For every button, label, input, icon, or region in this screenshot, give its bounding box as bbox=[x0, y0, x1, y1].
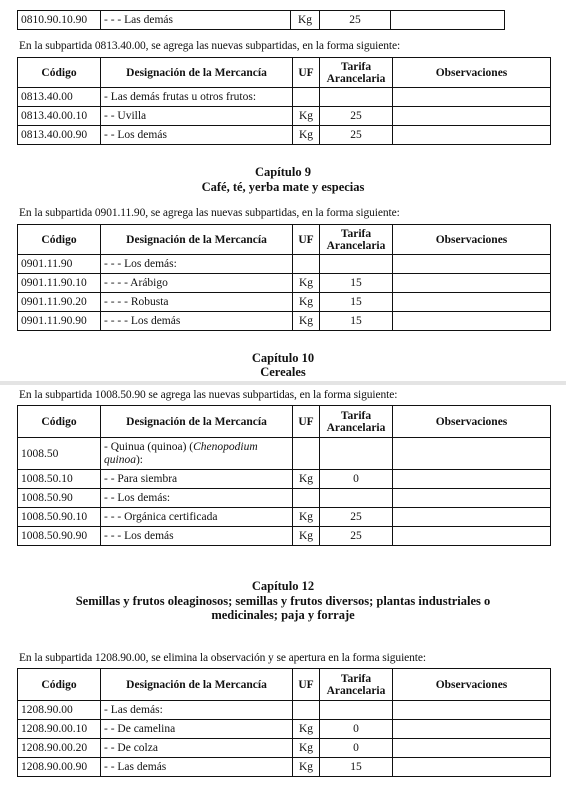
cell-tarifa bbox=[320, 489, 393, 508]
table-row bbox=[18, 739, 551, 758]
cell-desc: - - - - Los demás bbox=[101, 312, 293, 331]
header-designacion: Designación de la Mercancía bbox=[101, 406, 293, 438]
cell-tarifa: 15 bbox=[320, 293, 393, 312]
header-tarifa bbox=[320, 58, 393, 88]
cell-code: 0901.11.90.20 bbox=[18, 293, 101, 312]
cell-obs bbox=[393, 758, 551, 777]
cell-uf: Kg bbox=[293, 126, 320, 145]
header-tarifa-line2: Arancelaria bbox=[326, 684, 386, 697]
section-intro: En la subpartida 0813.40.00, se agrega las nuevas subpartidas, en la forma siguiente: bbox=[19, 40, 401, 52]
cell-obs bbox=[393, 274, 551, 293]
header-observaciones: Observaciones bbox=[393, 669, 551, 701]
cell-uf bbox=[293, 255, 320, 274]
desc-italic-text: Chenopodium quinoa bbox=[104, 440, 258, 466]
cell-desc: - Las demás frutas u otros frutos: bbox=[101, 88, 293, 107]
cell-obs bbox=[393, 438, 551, 470]
cell-tarifa bbox=[320, 255, 393, 274]
top-table bbox=[17, 10, 505, 30]
tariff-table-1208 bbox=[17, 668, 551, 777]
table-row bbox=[18, 470, 551, 489]
header-observaciones: Observaciones bbox=[393, 58, 551, 88]
chapter-heading: Capítulo 12 bbox=[251, 579, 315, 593]
section-intro: En la subpartida 1208.90.00, se elimina la observación y se apertura en la forma siguiente: bbox=[19, 652, 427, 664]
cell-code: 0813.40.00 bbox=[18, 88, 101, 107]
cell-tarifa: 25 bbox=[320, 11, 391, 30]
header-tarifa bbox=[320, 669, 393, 701]
header-row bbox=[18, 669, 551, 701]
cell-obs bbox=[393, 293, 551, 312]
cell-desc: - - - Las demás bbox=[101, 11, 291, 30]
cell-uf: Kg bbox=[293, 527, 320, 546]
cell-obs bbox=[393, 527, 551, 546]
section-intro: En la subpartida 0901.11.90, se agrega las nuevas subpartidas, en la forma siguiente: bbox=[19, 207, 400, 219]
header-tarifa-line1: Tarifa bbox=[340, 227, 372, 240]
cell-desc: - - Los demás bbox=[101, 126, 293, 145]
cell-uf: Kg bbox=[293, 470, 320, 489]
table-row bbox=[18, 88, 551, 107]
cell-desc: - - Uvilla bbox=[101, 107, 293, 126]
header-tarifa-line1: Tarifa bbox=[340, 409, 372, 422]
table-row bbox=[18, 293, 551, 312]
tariff-table-0901 bbox=[17, 224, 551, 331]
header-designacion: Designación de la Mercancía bbox=[101, 58, 293, 88]
table-row bbox=[18, 489, 551, 508]
header-codigo: Código bbox=[18, 669, 101, 701]
cell-obs bbox=[393, 255, 551, 274]
header-uf: UF bbox=[293, 669, 320, 701]
header-row bbox=[18, 225, 551, 255]
cell-desc: - - - Orgánica certificada bbox=[101, 508, 293, 527]
cell-desc: - - Las demás bbox=[101, 758, 293, 777]
header-designacion: Designación de la Mercancía bbox=[101, 225, 293, 255]
header-designacion: Designación de la Mercancía bbox=[101, 669, 293, 701]
cell-tarifa: 0 bbox=[320, 470, 393, 489]
table-row bbox=[18, 312, 551, 331]
chapter-title: Semillas y frutos oleaginosos; semillas y frutos diversos; plantas industriales o medicinales; paja y forraje bbox=[75, 594, 491, 622]
chapter-title: Café, té, yerba mate y especias bbox=[201, 180, 365, 194]
cell-tarifa: 25 bbox=[320, 527, 393, 546]
header-tarifa-line1: Tarifa bbox=[340, 672, 372, 685]
cell-tarifa: 25 bbox=[320, 508, 393, 527]
table-row bbox=[18, 701, 551, 720]
chapter-title: Cereales bbox=[260, 365, 306, 379]
cell-uf bbox=[293, 701, 320, 720]
cell-code: 1208.90.00.90 bbox=[18, 758, 101, 777]
table-row bbox=[18, 11, 505, 30]
cell-code: 0901.11.90 bbox=[18, 255, 101, 274]
table-row bbox=[18, 508, 551, 527]
header-codigo: Código bbox=[18, 225, 101, 255]
cell-tarifa: 15 bbox=[320, 312, 393, 331]
cell-tarifa bbox=[320, 701, 393, 720]
cell-code: 0813.40.00.10 bbox=[18, 107, 101, 126]
table-row bbox=[18, 438, 551, 470]
cell-obs bbox=[393, 88, 551, 107]
table-row bbox=[18, 255, 551, 274]
cell-desc: - - - - Robusta bbox=[101, 293, 293, 312]
cell-uf: Kg bbox=[293, 293, 320, 312]
header-row bbox=[18, 58, 551, 88]
header-uf: UF bbox=[293, 58, 320, 88]
table-row bbox=[18, 274, 551, 293]
cell-code: 1008.50.10 bbox=[18, 470, 101, 489]
table-row bbox=[18, 527, 551, 546]
header-observaciones: Observaciones bbox=[393, 225, 551, 255]
desc-text-end: ): bbox=[135, 453, 143, 466]
cell-code: 1008.50.90.90 bbox=[18, 527, 101, 546]
tariff-table-0813 bbox=[17, 57, 551, 145]
header-tarifa-line2: Arancelaria bbox=[326, 239, 386, 252]
cell-uf bbox=[293, 489, 320, 508]
chapter-heading: Capítulo 9 bbox=[255, 165, 311, 179]
cell-code: 0810.90.10.90 bbox=[18, 11, 101, 30]
cell-uf: Kg bbox=[293, 107, 320, 126]
cell-uf: Kg bbox=[293, 739, 320, 758]
cell-code: 0901.11.90.10 bbox=[18, 274, 101, 293]
cell-tarifa: 15 bbox=[320, 274, 393, 293]
cell-code: 1008.50.90 bbox=[18, 489, 101, 508]
cell-desc: - - Para siembra bbox=[101, 470, 293, 489]
cell-obs bbox=[393, 508, 551, 527]
cell-uf: Kg bbox=[293, 312, 320, 331]
cell-tarifa: 25 bbox=[320, 107, 393, 126]
cell-tarifa bbox=[320, 88, 393, 107]
cell-obs bbox=[393, 489, 551, 508]
table-row bbox=[18, 107, 551, 126]
cell-obs bbox=[393, 739, 551, 758]
cell-uf: Kg bbox=[291, 11, 320, 30]
cell-obs bbox=[393, 701, 551, 720]
header-tarifa bbox=[320, 225, 393, 255]
header-observaciones: Observaciones bbox=[393, 406, 551, 438]
header-tarifa-line2: Arancelaria bbox=[326, 421, 386, 434]
cell-code: 1008.50.90.10 bbox=[18, 508, 101, 527]
cell-code: 1208.90.00.20 bbox=[18, 739, 101, 758]
cell-tarifa bbox=[320, 438, 393, 470]
cell-obs bbox=[393, 470, 551, 489]
cell-tarifa: 0 bbox=[320, 720, 393, 739]
cell-uf: Kg bbox=[293, 758, 320, 777]
header-codigo: Código bbox=[18, 58, 101, 88]
desc-text: - Quinua (quinoa) ( bbox=[104, 440, 194, 453]
cell-uf: Kg bbox=[293, 720, 320, 739]
cell-uf bbox=[293, 438, 320, 470]
cell-tarifa: 25 bbox=[320, 126, 393, 145]
cell-obs bbox=[391, 11, 505, 30]
header-tarifa-line2: Arancelaria bbox=[326, 72, 386, 85]
tariff-table-1008 bbox=[17, 405, 551, 546]
cell-desc: - - - Los demás: bbox=[101, 255, 293, 274]
cell-desc: - - - Los demás bbox=[101, 527, 293, 546]
scan-seam bbox=[0, 381, 566, 385]
section-intro: En la subpartida 1008.50.90 se agrega las nuevas subpartidas, en la forma siguiente: bbox=[19, 389, 398, 401]
cell-code: 1208.90.00.10 bbox=[18, 720, 101, 739]
cell-tarifa: 0 bbox=[320, 739, 393, 758]
chapter-heading: Capítulo 10 bbox=[251, 351, 315, 365]
cell-tarifa: 15 bbox=[320, 758, 393, 777]
cell-obs bbox=[393, 126, 551, 145]
cell-code: 0901.11.90.90 bbox=[18, 312, 101, 331]
cell-uf: Kg bbox=[293, 274, 320, 293]
cell-desc: - Las demás: bbox=[101, 701, 293, 720]
cell-code: 0813.40.00.90 bbox=[18, 126, 101, 145]
cell-code: 1208.90.00 bbox=[18, 701, 101, 720]
cell-desc: - - De camelina bbox=[101, 720, 293, 739]
header-codigo: Código bbox=[18, 406, 101, 438]
cell-desc: - - Los demás: bbox=[101, 489, 293, 508]
cell-uf bbox=[293, 88, 320, 107]
table-row bbox=[18, 758, 551, 777]
cell-desc: - - - - Arábigo bbox=[101, 274, 293, 293]
cell-obs bbox=[393, 107, 551, 126]
header-tarifa bbox=[320, 406, 393, 438]
cell-obs bbox=[393, 312, 551, 331]
table-row bbox=[18, 126, 551, 145]
cell-obs bbox=[393, 720, 551, 739]
cell-desc bbox=[101, 438, 293, 470]
table-row bbox=[18, 720, 551, 739]
cell-code: 1008.50 bbox=[18, 438, 101, 470]
cell-desc: - - De colza bbox=[101, 739, 293, 758]
header-uf: UF bbox=[293, 406, 320, 438]
header-row bbox=[18, 406, 551, 438]
header-tarifa-line1: Tarifa bbox=[340, 60, 372, 73]
cell-uf: Kg bbox=[293, 508, 320, 527]
header-uf: UF bbox=[293, 225, 320, 255]
